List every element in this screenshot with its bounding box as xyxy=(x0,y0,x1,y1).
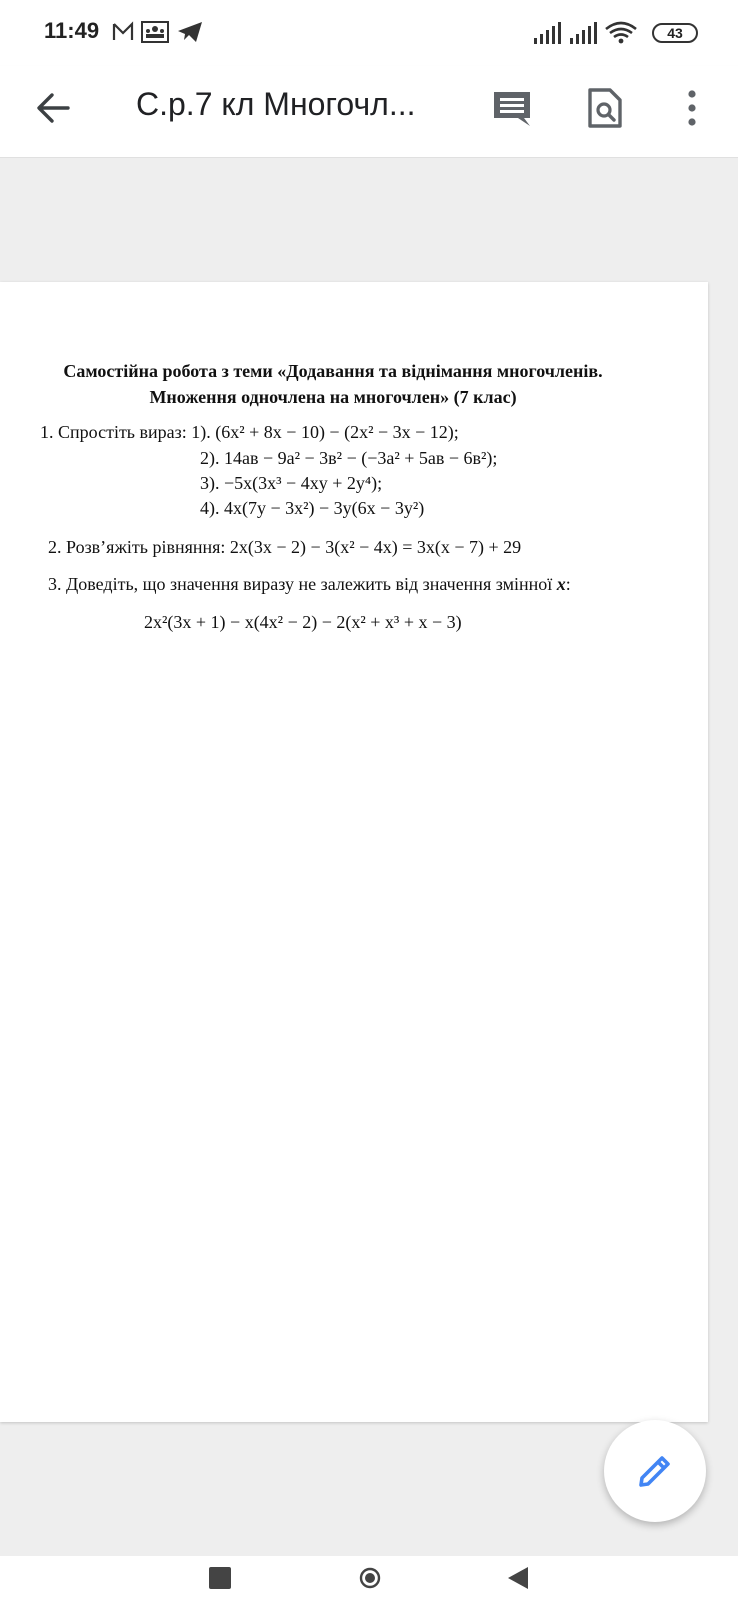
document-title: С.р.7 кл Многочл... xyxy=(136,86,416,122)
signal-icon xyxy=(534,22,561,44)
edit-fab-button[interactable] xyxy=(604,1420,706,1522)
heading-line-1: Самостійна робота з теми «Додавання та віднімання многочленів. xyxy=(63,361,603,381)
status-time: 11:49 xyxy=(44,18,100,43)
telegram-icon xyxy=(178,22,202,42)
system-back-button[interactable] xyxy=(504,1564,532,1592)
task-1-line-1: 1. Спростіть вираз: 1). (6x² + 8x − 10) − (2x² − 3x − 12); xyxy=(40,422,459,442)
wifi-icon xyxy=(606,23,636,43)
task-1-line-4: 4). 4x(7y − 3x²) − 3y(6x − 3y²) xyxy=(200,498,425,518)
task-1-line-2: 2). 14ав − 9a² − 3в² − (−3a² + 5ав − 6в²); xyxy=(200,448,498,468)
signal-icon xyxy=(570,22,597,44)
more-options-button[interactable] xyxy=(668,84,716,132)
document-heading xyxy=(0,358,666,410)
task-3-variable: x xyxy=(556,574,566,594)
task-3-prefix: 3. Доведіть, що значення виразу не залежить від значення змінної xyxy=(48,574,557,594)
recent-apps-icon xyxy=(206,1564,234,1592)
classroom-icon xyxy=(142,22,168,42)
find-in-document-button[interactable] xyxy=(580,84,628,132)
connectivity-icons xyxy=(534,20,642,46)
more-vertical-icon xyxy=(668,84,716,132)
task-3-suffix: : xyxy=(565,574,571,594)
back-arrow-icon xyxy=(30,84,78,132)
document-viewer[interactable] xyxy=(0,158,738,1556)
heading-line-2: Множення одночлена на многочлен» (7 клас) xyxy=(149,387,517,407)
comments-icon xyxy=(488,84,536,132)
back-icon xyxy=(504,1564,532,1592)
back-button[interactable] xyxy=(30,84,78,132)
task-1-line-3: 3). −5x(3x³ − 4xy + 2y⁴); xyxy=(200,473,383,493)
edit-pencil-icon xyxy=(636,1452,674,1490)
document-page[interactable] xyxy=(0,282,708,1422)
task-3 xyxy=(48,574,571,595)
task-3-expression: 2x²(3x + 1) − x(4x² − 2) − 2(x² + x³ + x − 3) xyxy=(144,612,462,632)
battery-icon: 43 xyxy=(652,23,698,43)
recent-apps-button[interactable] xyxy=(206,1564,234,1592)
task-2: 2. Розв’яжіть рівняння: 2x(3x − 2) − 3(x² − 4x) = 3x(x − 7) + 29 xyxy=(48,537,522,557)
gmail-icon xyxy=(114,24,132,40)
app-bar xyxy=(0,66,738,158)
system-nav-bar xyxy=(0,1556,738,1599)
notification-icons xyxy=(112,20,204,44)
home-button[interactable] xyxy=(356,1564,384,1592)
home-icon xyxy=(356,1564,384,1592)
find-in-document-icon xyxy=(580,84,628,132)
status-bar xyxy=(0,0,738,66)
comments-button[interactable] xyxy=(488,84,536,132)
